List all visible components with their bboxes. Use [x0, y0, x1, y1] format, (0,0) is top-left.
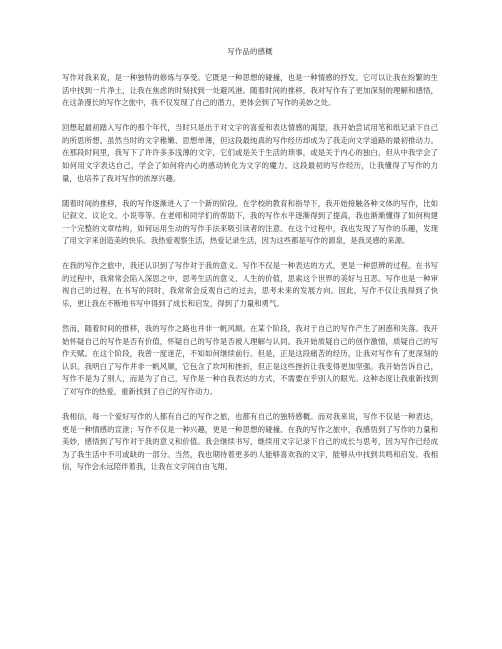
page-title: 写作品的感概 [227, 47, 273, 56]
paragraph-1: 写作对我来说，是一种独特的修炼与享受。它既是一种思想的碰撞，也是一种情感的抒发。它可以让我在纷繁的生活中找到一片净土，让我在焦虑的时刻找到一处避风港。随着时间的推移，我对写作有了更加深刻的理解和感悟，在这条漫长的写作之旅中，我不仅发现了自己的潜力，更体会到了写作的美妙之处。 [62, 73, 438, 108]
paragraph-5: 然而，随着时间的推移，我的写作之路也并非一帆风顺。在某个阶段，我对于自己的写作产生了困惑和失落。我开始怀疑自己的写作是否有价值，怀疑自己的写作是否被人理解与认同。我开始质疑自己的创作激情，质疑自己的写作天赋。在这个阶段，我曾一度迷茫，不知如何继续前行。但是，正是这段痛苦的经历，让我对写作有了更深刻的认识。我明白了写作并非一帆风顺，它包含了坎坷和挫折，但正是这些挫折让我变得更加坚强。我开始告诉自己，写作不是为了别人，而是为了自己，写作是一种自我表达的方式，不需要在乎别人的眼光。这种态度让我重新找到了对写作的热爱，重新找到了自己的写作动力。 [62, 324, 438, 397]
paragraph-3: 随着时间的推移，我的写作逐渐进入了一个新的阶段。在学校的教育和指导下，我开始接触各种文体的写作，比如记叙文、议论文、小说等等。在老师和同学们的帮助下，我的写作水平逐渐得到了提高，我也渐渐懂得了如何构建一个完整的文章结构，如何运用生动的写作手法来吸引读者的注意。在这个过程中，我也发现了写作的乐趣，发现了用文字来创造美的快乐。我热爱观察生活，热爱记录生活，因为这些都是写作的源泉，是我灵感的来源。 [62, 198, 438, 246]
paragraph-4: 在我的写作之旅中，我还认识到了写作对于我的意义。写作不仅是一种表达的方式，更是一种思辨的过程。在书写的过程中，我常常会陷入深思之中，思考生活的意义、人生的价值，思索这个世界的美好与丑恶。写作也是一种审视自己的过程，在书写的同时，我常常会反观自己的过去，思考未来的发展方向。因此，写作不仅让我得到了快乐，更让我在不断地书写中得到了成长和启发，得到了力量和勇气。 [62, 261, 438, 309]
paragraph-2: 回想起最初踏入写作的那个年代，当时只是出于对文字的喜爱和表达情感的渴望，我开始尝试用笔和纸记录下自己的所思所想。虽然当时的文字稚嫩、思想单薄，但这段最纯真的写作经历却成为了我走向文学道路的最初推动力。在那段时间里，我写下了许许多多浅薄的文字，它们或是关于生活的琐事，或是关于内心的独白，但从中我学会了如何用文字表达自己，学会了如何将内心的感动转化为文字的魔力。这段最初的写作经历，让我懂得了写作的力量，也培养了我对写作的浓厚兴趣。 [62, 123, 438, 183]
paragraph-6: 我相信，每一个爱好写作的人都有自己的写作之旅，也都有自己的独特感概。而对我来说，写作不仅是一种表达，更是一种情感的宣泄；写作不仅是一种兴趣，更是一种思想的碰撞。在我的写作之旅中，我感悟到了写作的力量和美妙，感悟到了写作对于我的意义和价值。我会继续书写，继续用文字记录下自己的成长与思考，因为写作已经成为了我生活中不可或缺的一部分。当然，我也期待着更多的人能够喜欢我的文字，能够从中找到共鸣和启发。我相信，写作会永远陪伴着我，让我在文字间自由飞翔。 [62, 412, 438, 472]
